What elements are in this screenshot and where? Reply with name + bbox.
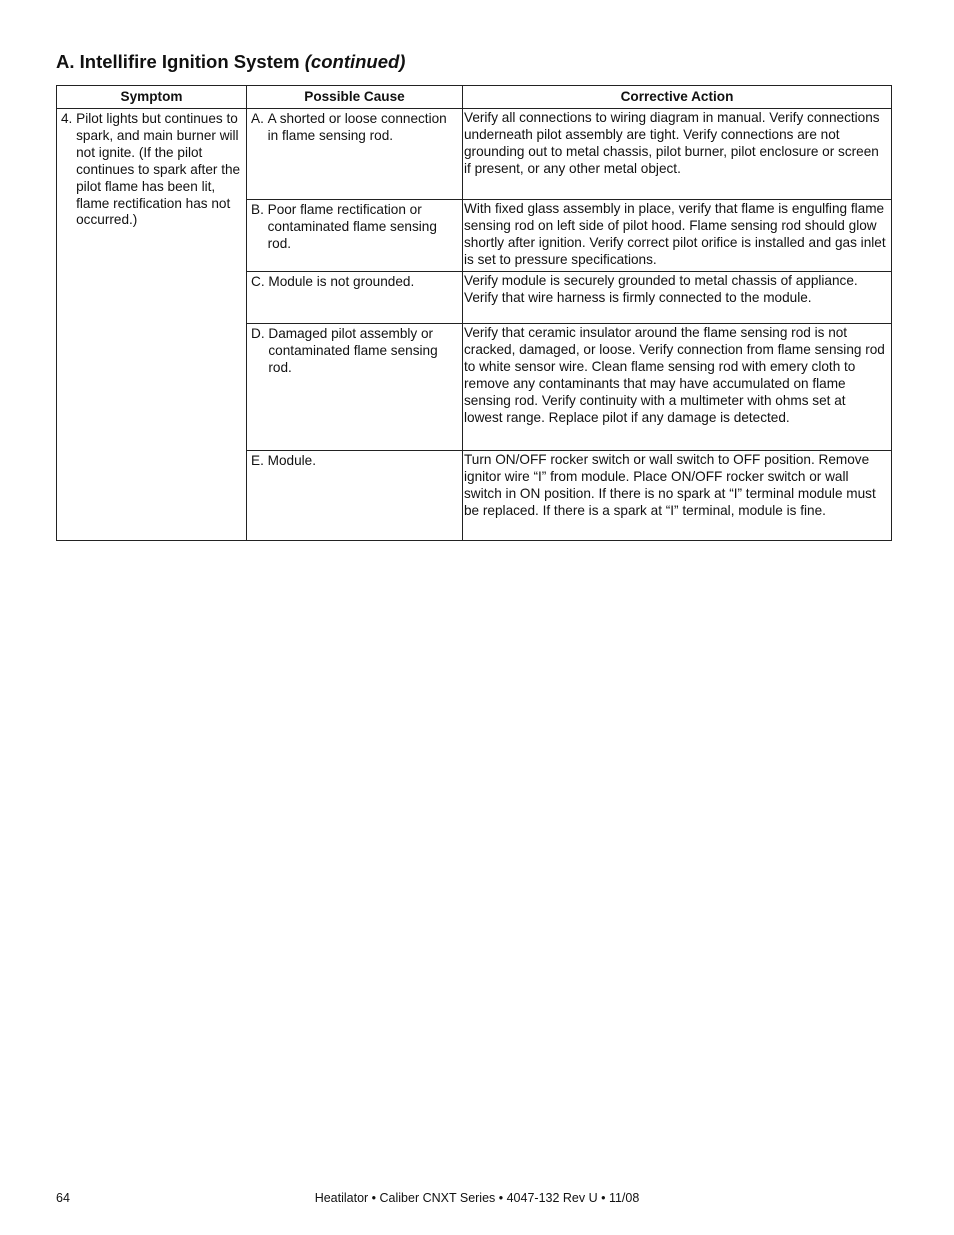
cause-letter: B. (251, 202, 264, 217)
section-title-suffix: (continued) (304, 51, 406, 72)
cause-text: Module is not grounded. (268, 274, 415, 289)
page-number: 64 (56, 1191, 70, 1205)
symptom-text: Pilot lights but continues to spark, and main burner will not ignite. (If the pilot continues to spark after the pilot flame has been lit, flame rectification has not occurred.) (76, 111, 241, 228)
troubleshooting-table (56, 85, 892, 541)
cause-cell (247, 109, 463, 200)
cause-letter: D. (251, 326, 265, 341)
cause-letter: A. (251, 111, 264, 126)
cause-cell (247, 451, 463, 541)
header-possible-cause: Possible Cause (247, 86, 463, 109)
cause-text: A shorted or loose connection in flame sensing rod. (267, 111, 447, 143)
cause-text: Damaged pilot assembly or contaminated flame sensing rod. (268, 326, 438, 375)
action-cell: Turn ON/OFF rocker switch or wall switch to OFF position. Remove ignitor wire “I” from module. Place ON/OFF rocker switch or wall switch in ON position. If there is no spark at “I” terminal module must be replaced. If there is a spark at “I” terminal, module is fine. (463, 451, 892, 541)
action-cell: Verify module is securely grounded to metal chassis of appliance. Verify that wire harness is firmly connected to the module. (463, 272, 892, 324)
cause-cell (247, 200, 463, 272)
action-cell: Verify all connections to wiring diagram in manual. Verify connections underneath pilot assembly are tight. Verify connections are not grounding out to metal chassis, pilot burner, pilot enclosure or screen if present, or any other metal object. (463, 109, 892, 200)
header-corrective-action: Corrective Action (463, 86, 892, 109)
action-cell: With fixed glass assembly in place, verify that flame is engulfing flame sensing rod on left side of pilot hood. Flame sensing rod should glow shortly after ignition. Verify correct pilot orifice is installed and gas inlet is set to pressure specifications. (463, 200, 892, 272)
section-title (56, 51, 405, 73)
section-title-text: A. Intellifire Ignition System (56, 51, 300, 72)
symptom-number: 4. (61, 111, 73, 126)
symptom-cell (57, 109, 247, 541)
cause-text: Module. (267, 453, 316, 468)
document-footer: Heatilator • Caliber CNXT Series • 4047-132 Rev U • 11/08 (314, 1191, 640, 1205)
header-symptom: Symptom (57, 86, 247, 109)
table-row (57, 109, 892, 200)
cause-cell (247, 324, 463, 451)
cause-letter: E. (251, 453, 264, 468)
cause-letter: C. (251, 274, 265, 289)
table-header-row (57, 86, 892, 109)
cause-text: Poor flame rectification or contaminated flame sensing rod. (267, 202, 437, 251)
cause-cell (247, 272, 463, 324)
action-cell: Verify that ceramic insulator around the flame sensing rod is not cracked, damaged, or loose. Verify connection from flame sensing rod to white sensor wire. Clean flame sensing rod with emery cloth to remove any contaminants that may have accumulated on flame sensing rod. Verify continuity with a multimeter with ohms set at lowest range. Replace pilot if any damage is detected. (463, 324, 892, 451)
